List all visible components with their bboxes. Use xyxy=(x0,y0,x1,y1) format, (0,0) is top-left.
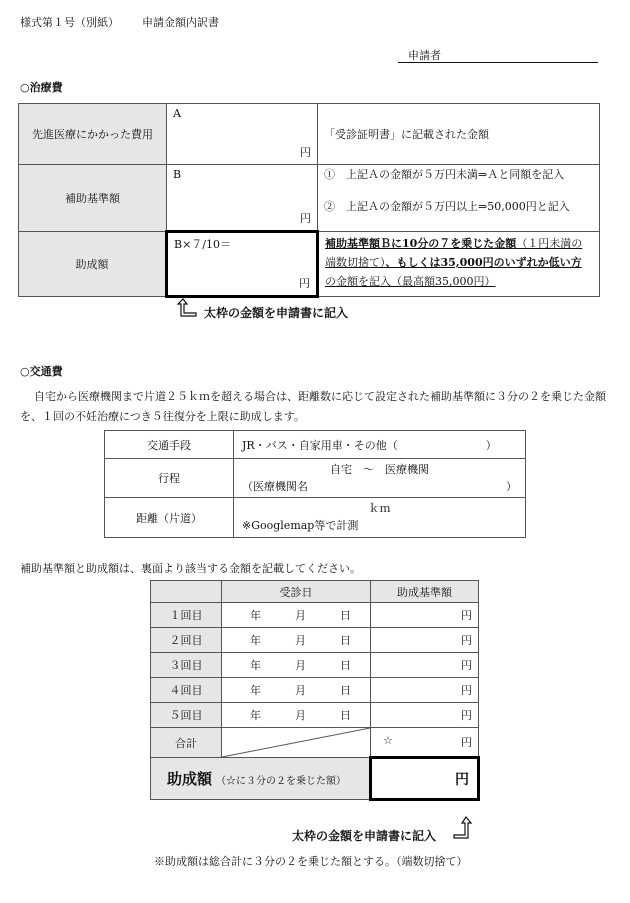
transport-means-field[interactable]: JR・バス・自家用車・その他（ ） xyxy=(234,431,526,459)
visit-date-field[interactable]: 年 月 日 xyxy=(222,703,371,728)
visits-table xyxy=(150,580,480,801)
distance-field[interactable]: ｋｍ ※Googlemap等で計測 xyxy=(234,498,526,538)
treatment-table xyxy=(18,103,600,298)
visit-date-field[interactable]: 年 月 日 xyxy=(222,628,371,653)
visit-row-label: ２回目 xyxy=(151,628,222,653)
visit-row-label: ３回目 xyxy=(151,653,222,678)
transport-table xyxy=(104,430,526,538)
visit-date-field[interactable]: 年 月 日 xyxy=(222,653,371,678)
transport-row-label: 行程 xyxy=(105,459,234,498)
corner-arrow-icon xyxy=(176,297,198,319)
visit-row-label: １回目 xyxy=(151,603,222,628)
applicant-label: 申請者 xyxy=(408,49,441,62)
corner-arrow-icon xyxy=(452,815,474,841)
page-title: 申請金額内訳書 xyxy=(142,16,219,29)
route-field[interactable]: 自宅 ～ 医療機関 （医療機関名 ） xyxy=(234,459,526,498)
visit-amount-field[interactable]: 円 xyxy=(371,603,479,628)
base-amount-header: 助成基準額 xyxy=(371,581,479,603)
diagonal-slash xyxy=(222,728,370,757)
visit-amount-field[interactable]: 円 xyxy=(371,628,479,653)
header-blank xyxy=(151,581,222,603)
transport-row-label: 交通手段 xyxy=(105,431,234,459)
arrow-note-bottom: 太枠の金額を申請書に記入 xyxy=(292,829,437,843)
grant-amount-cell[interactable]: B×７/10＝ 円 xyxy=(167,232,318,297)
visit-row-label: ４回目 xyxy=(151,678,222,703)
visit-amount-field[interactable]: 円 xyxy=(371,703,479,728)
treatment-row-label: 助成額 xyxy=(19,232,167,297)
form-label: 様式第１号（別紙） xyxy=(20,16,119,29)
star-icon: ☆ xyxy=(383,734,393,747)
transport-description: 自宅から医療機関まで片道２５ｋｍを超える場合は、距離数に応じて設定された補助基準額に３分の２を乗じた金額を、１回の不妊治療につき５往復分を上限に助成します。 xyxy=(20,390,606,423)
visit-amount-field[interactable]: 円 xyxy=(371,678,479,703)
total-label: 合計 xyxy=(151,728,222,758)
visit-date-header: 受診日 xyxy=(222,581,371,603)
arrow-note-top: 太枠の金額を申請書に記入 xyxy=(204,306,349,320)
total-amount-field[interactable]: ☆ 円 xyxy=(371,728,479,758)
amount-b-note: ① 上記Ａの金額が５万円未満⇒Ａと同額を記入 ② 上記Ａの金額が５万円以上⇒50,000円と記入 xyxy=(318,165,600,232)
treatment-row-label: 先進医療にかかった費用 xyxy=(19,104,167,165)
visit-amount-field[interactable]: 円 xyxy=(371,653,479,678)
transport-heading: ○交通費 xyxy=(20,365,63,378)
amount-a-cell[interactable]: A 円 xyxy=(167,104,318,165)
amount-a-note: 「受診証明書」に記載された金額 xyxy=(318,104,600,165)
total-diagonal-cell xyxy=(222,728,371,758)
transport-row-label: 距離（片道） xyxy=(105,498,234,538)
applicant-underline xyxy=(398,62,598,63)
grant-total-field[interactable]: 円 xyxy=(371,758,479,800)
visit-date-field[interactable]: 年 月 日 xyxy=(222,603,371,628)
grant-amount-note: 補助基準額Ｂに10分の７を乗じた金額（１円未満の 端数切捨て）、もしくは35,000円のいずれか低い方 の金額を記入（最高額35,000円） xyxy=(318,232,600,297)
visits-intro: 補助基準額と助成額は、裏面より該当する金額を記載してください。 xyxy=(20,562,361,575)
grant-label-cell: 助成額 （☆に３分の２を乗じた額） xyxy=(151,758,371,800)
treatment-heading: ○治療費 xyxy=(20,81,63,94)
treatment-row-label: 補助基準額 xyxy=(19,165,167,232)
amount-b-cell[interactable]: B 円 xyxy=(167,165,318,232)
visit-row-label: ５回目 xyxy=(151,703,222,728)
footnote: ※助成額は総合計に３分の２を乗じた額とする。（端数切捨て） xyxy=(154,855,468,868)
visit-date-field[interactable]: 年 月 日 xyxy=(222,678,371,703)
